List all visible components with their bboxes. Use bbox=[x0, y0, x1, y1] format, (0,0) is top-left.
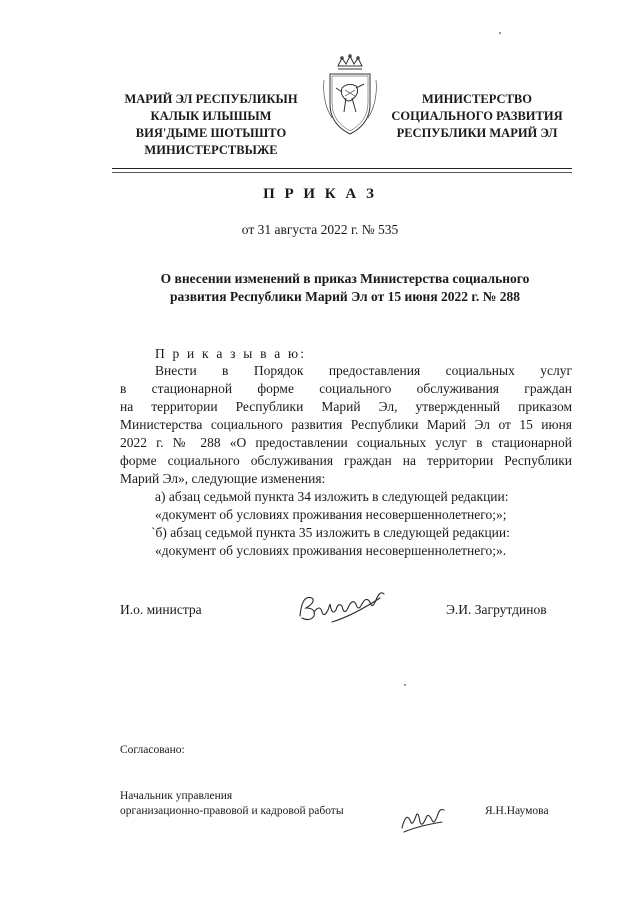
body-line-4: Министерства социального развития Республики Марий Эл от 15 июня bbox=[120, 417, 572, 432]
scan-speck bbox=[499, 32, 501, 34]
approver-signature bbox=[398, 800, 448, 836]
approver-title-line1: Начальник управления bbox=[120, 790, 233, 802]
subject-line: О внесении изменений в приказ Министерства социального bbox=[160, 271, 530, 286]
handwritten-signature bbox=[292, 586, 392, 628]
body-line-7: Марий Эл», следующие изменения: bbox=[120, 471, 326, 486]
document-title: П Р И К А З bbox=[263, 186, 377, 202]
header-divider-thin bbox=[112, 172, 572, 173]
item-a-text: «документ об условиях проживания несовершеннолетнего;»; bbox=[155, 507, 507, 522]
header-left-line: МАРИЙ ЭЛ РЕСПУБЛИКЫН bbox=[124, 92, 298, 106]
header-right-line: РЕСПУБЛИКИ МАРИЙ ЭЛ bbox=[396, 126, 558, 140]
header-divider bbox=[112, 168, 572, 169]
body-line-5: 2022 г. № 288 «О предоставлении социальных услуг в стационарной bbox=[120, 435, 572, 450]
header-left-line: КАЛЫК ИЛЫШЫМ bbox=[150, 109, 272, 123]
header-left-line: ВИЯ'ДЫМЕ ШОТЫШТО bbox=[135, 126, 287, 140]
approver-title-line2: организационно-правовой и кадровой работы bbox=[120, 805, 344, 817]
body-line-3: на территории Республики Марий Эл, утвержденный приказом bbox=[120, 399, 572, 414]
body-line-6: форме социального обслуживания граждан на территории Республики bbox=[120, 453, 572, 468]
approval-label: Согласовано: bbox=[120, 744, 185, 756]
header-left-line: МИНИСТЕРСТВЫЖЕ bbox=[144, 143, 278, 157]
header-right-block bbox=[382, 91, 572, 142]
coat-of-arms-icon bbox=[318, 52, 382, 142]
body-line-1-text: Внести в Порядок предоставления социальных услуг bbox=[155, 363, 572, 378]
approver-name: Я.Н.Наумова bbox=[485, 805, 549, 817]
document-date: от 31 августа 2022 г. № 535 bbox=[241, 222, 399, 237]
scan-speck bbox=[404, 684, 406, 686]
orders-word: П р и к а з ы в а ю: bbox=[155, 346, 307, 361]
subject-line: развития Республики Марий Эл от 15 июня 2022 г. № 288 bbox=[170, 289, 520, 304]
header-right-line: СОЦИАЛЬНОГО РАЗВИТИЯ bbox=[391, 109, 563, 123]
signatory-name: Э.И. Загрутдинов bbox=[446, 602, 547, 617]
item-a: а) абзац седьмой пункта 34 изложить в следующей редакции: bbox=[155, 489, 509, 504]
header-right-line: МИНИСТЕРСТВО bbox=[422, 92, 532, 106]
body-line-2: в стационарной форме социального обслуживания граждан bbox=[120, 381, 572, 396]
body-line-1 bbox=[155, 362, 572, 380]
item-b-text: «документ об условиях проживания несовершеннолетнего;». bbox=[155, 543, 507, 558]
signatory-position: И.о. министра bbox=[120, 602, 202, 617]
document-subject bbox=[120, 270, 570, 306]
item-b: `б) абзац седьмой пункта 35 изложить в следующей редакции: bbox=[151, 525, 510, 540]
header-left-block bbox=[108, 91, 314, 159]
